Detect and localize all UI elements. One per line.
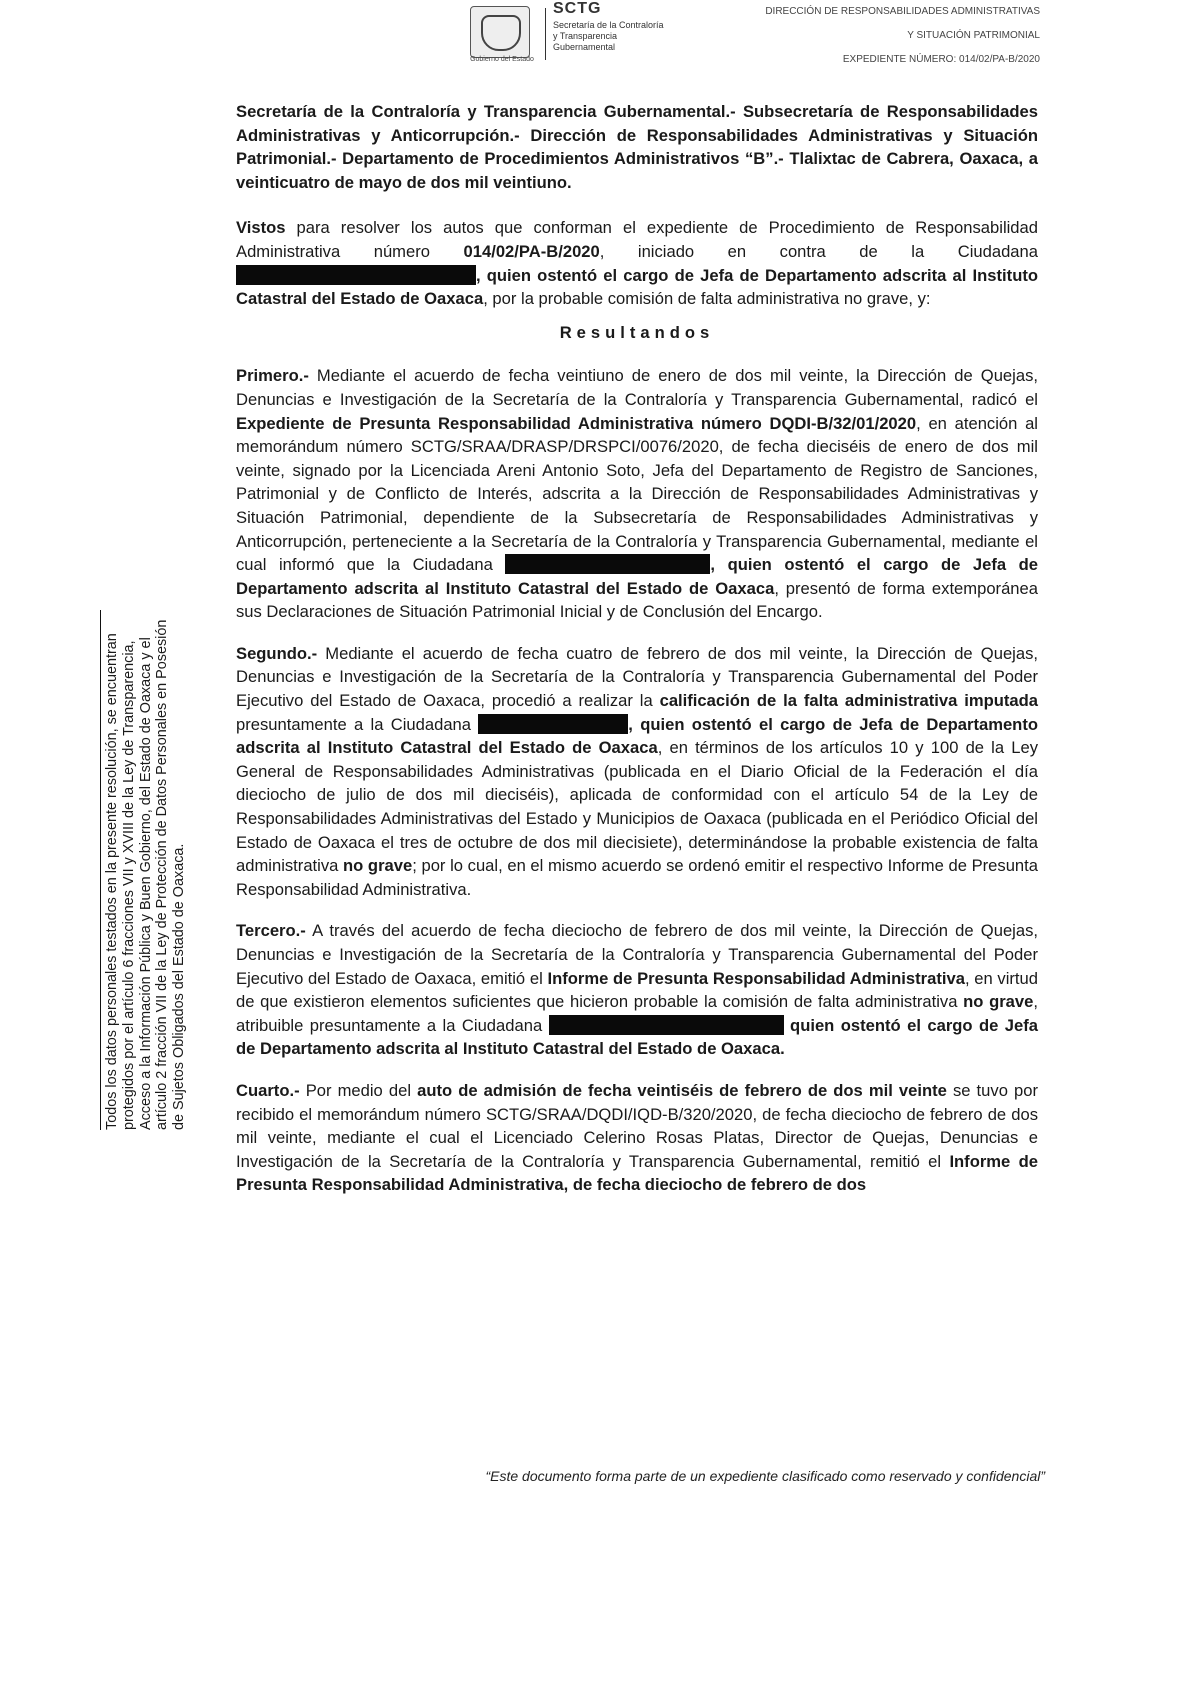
bold-text: Expediente de Presunta Responsabilidad Administrativa número DQDI-B/32/01/2020 <box>236 413 917 433</box>
seal-caption: Gobierno del Estado <box>470 56 534 63</box>
text: , en términos de los artículos 10 y 100 de la Ley General de Responsabilidades Administrativas (publicada en el Diario Oficial de la Federación el día dieciocho de julio de dos mil dieciséis), aplicada de conformidad con el artículo 54 de la Ley de Responsabilidades Administrativas del Estado y Municipios de Oaxaca (publicada en el Periódico Oficial del Estado de Oaxaca el tres de octubre de dos mil diecisiete), determinándose la probable existencia de falta administrativa <box>236 738 1039 876</box>
text: , presentó de forma extemporánea sus Declaraciones de Situación Patrimonial Inicial y de Conclusión del Encargo. <box>236 578 1038 622</box>
bold-text: calificación de la falta administrativa imputada <box>659 691 1039 711</box>
bold-text: Informe de Presunta Responsabilidad Administrativa, de fecha dieciocho de febrero de dos <box>236 1151 1038 1195</box>
text: presuntamente a la Ciudadana <box>236 714 479 734</box>
text: Por medio del <box>299 1080 418 1100</box>
bold-text: no grave <box>963 992 1034 1012</box>
document-body <box>236 100 1038 1215</box>
text: se tuvo por recibido el memorándum número SCTG/SRAA/DQDI/IQD-B/320/2020, de fecha dieciocho de febrero de dos mil veinte, mediante el cual el Licenciado Celerino Rosas Platas, Director de Quejas, Denuncias e Investigación de la Secretaría de la Contraloría y Transparencia Gubernamental, remitió el <box>236 1080 1038 1171</box>
document-header <box>0 0 1200 80</box>
paragraph-label: Tercero.- <box>236 921 306 941</box>
header-direction-2: Y SITUACIÓN PATRIMONIAL <box>907 30 1040 41</box>
cuarto-paragraph <box>236 1079 1038 1197</box>
bold-text: , quien ostentó el cargo de Jefa de Departamento adscrita al Instituto Catastral del Estado de Oaxaca <box>236 714 1038 758</box>
sctg-logo: SCTG <box>553 0 602 17</box>
side-note-wrapper <box>100 610 200 1130</box>
tercero-paragraph <box>236 919 1038 1061</box>
text: ; por lo cual, en el mismo acuerdo se ordenó emitir el respectivo Informe de Presunta Responsabilidad Administrativa. <box>236 856 1038 899</box>
header-direction: DIRECCIÓN DE RESPONSABILIDADES ADMINISTRATIVAS <box>765 6 1040 17</box>
redaction-bar <box>549 1015 784 1035</box>
paragraph-label: Primero.- <box>236 366 309 386</box>
redaction-bar <box>478 714 628 734</box>
primero-paragraph <box>236 364 1038 624</box>
text: A través del acuerdo de fecha dieciocho de febrero de dos mil veinte, la Dirección de Quejas, Denuncias e Investigación de la Secretaría de la Contraloría y Transparencia Gubernamental del Poder Ejecutivo del Estado de Oaxaca, emitió el <box>236 921 1038 988</box>
cargo-text: , quien ostentó el cargo de Jefa de Departamento adscrita al Instituto Catastral del Estado de Oaxaca <box>236 265 1038 309</box>
paragraph-label: Cuarto.- <box>236 1080 300 1100</box>
text: Mediante el acuerdo de fecha veintiuno de enero de dos mil veinte, la Dirección de Quejas, Denuncias e Investigación de la Secretaría de la Contraloría y Transparencia Gubernamental, radicó el <box>236 366 1038 409</box>
bold-text: no grave <box>343 856 413 876</box>
bold-text: Informe de Presunta Responsabilidad Administrativa <box>547 968 965 988</box>
state-seal-icon <box>470 6 530 58</box>
org-name-line: Gubernamental <box>553 42 616 52</box>
confidential-footer-note: “Este documento forma parte de un expediente clasificado como reservado y confidencial” <box>485 1468 1045 1484</box>
text: para resolver los autos que conforman el expediente de Procedimiento de Responsabilidad Administrativa número <box>236 218 1038 261</box>
text: , en virtud de que existieron elementos suficientes que hicieron probable la comisión de falta administrativa <box>236 968 1039 1012</box>
redaction-bar <box>236 265 476 285</box>
section-title: Resultandos <box>559 322 715 342</box>
vistos-paragraph <box>236 216 1038 310</box>
header-divider <box>545 8 546 60</box>
intro-paragraph: Secretaría de la Contraloría y Transparencia Gubernamental.- Subsecretaría de Responsabilidades Administrativas y Anticorrupción.- Dirección de Responsabilidades Administrativas y Situación Patrimonial.- Departamento de Procedimientos Administrativos “B”.- Tlalixtac de Cabrera, Oaxaca, a veinticuatro de mayo de dos mil veintiuno. <box>236 102 1038 192</box>
segundo-paragraph <box>236 642 1038 902</box>
bold-text: auto de admisión de fecha veintiséis de febrero de dos mil veinte <box>417 1080 947 1100</box>
org-name-line: Secretaría de la Contraloría <box>553 20 664 30</box>
expediente-number: EXPEDIENTE NÚMERO: 014/02/PA-B/2020 <box>842 54 1040 65</box>
vistos-label: Vistos <box>236 218 286 238</box>
text: , por la probable comisión de falta administrativa no grave, y: <box>483 289 931 309</box>
bold-text: quien ostentó el cargo de Jefa de Departamento adscrita al Instituto Catastral del Estado de Oaxaca. <box>236 1015 1038 1059</box>
text: , en atención al memorándum número SCTG/SRAA/DRASP/DRSPCI/0076/2020, de fecha dieciséis de enero de dos mil veinte, signado por la Licenciada Areni Antonio Soto, Jefa del Departamento de Registro de Sanciones, Patrimonial y de Conflicto de Interés, adscrita a la Dirección de Responsabilidades Administrativas y Situación Patrimonial, dependiente de la Subsecretaría de Responsabilidades Administrativas y Anticorrupción, perteneciente a la Secretaría de la Contraloría y Transparencia Gubernamental, mediante el cual informó que la Ciudadana <box>236 413 1038 575</box>
text: Mediante el acuerdo de fecha cuatro de febrero de dos mil veinte, la Dirección de Quejas, Denuncias e Investigación de la Secretaría de la Contraloría y Transparencia Gubernamental del Poder Ejecutivo del Estado de Oaxaca, procedió a realizar la <box>236 643 1038 711</box>
data-protection-side-note: Todos los datos personales testados en la presente resolución, se encuentran protegidos por el artículo 6 fracciones VII y XVIII de la Ley de Transparencia, Acceso a la Información Pública y Buen Gobierno, del Estado de Oaxaca y el artículo 2 fracción VII de la Ley de Protección de Datos Personales en Posesión de Sujetos Obligados del Estado de Oaxaca. <box>100 610 188 1130</box>
redaction-bar <box>505 554 710 574</box>
text: , atribuible presuntamente a la Ciudadana <box>236 992 1038 1035</box>
header-expediente <box>680 0 1040 72</box>
paragraph-label: Segundo.- <box>236 643 318 663</box>
text: , iniciado en contra de la Ciudadana <box>599 241 1038 261</box>
bold-text: , quien ostentó el cargo de Jefa de Departamento adscrita al Instituto Catastral del Estado de Oaxaca <box>236 555 1039 598</box>
expediente-ref: 014/02/PA-B/2020 <box>463 241 600 261</box>
org-name-line: y Transparencia <box>553 31 618 41</box>
